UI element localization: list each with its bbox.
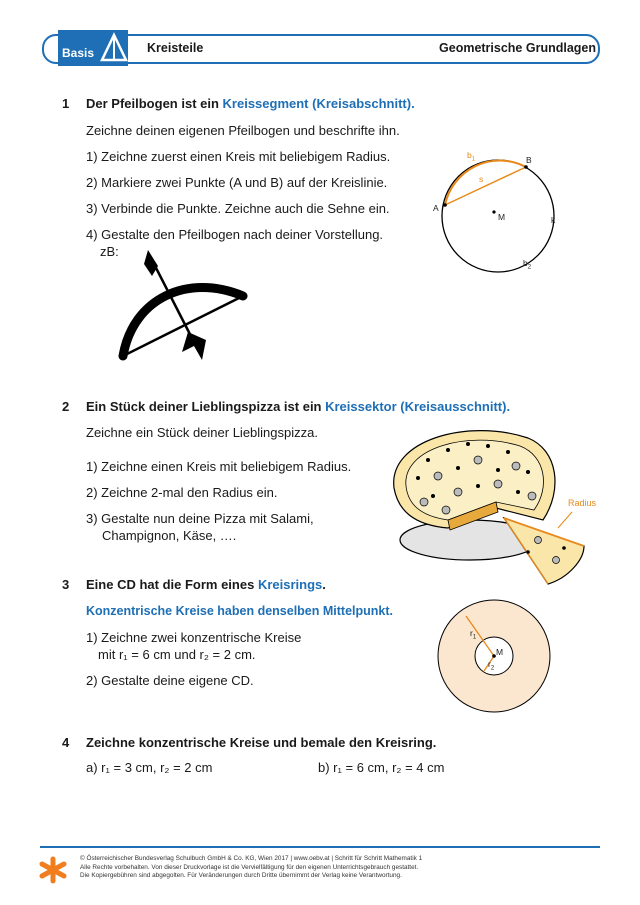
task-1-heading-text: Der Pfeilbogen ist ein [86,96,223,111]
task-number-1: 1 [62,96,70,111]
label-r1-sub: 1 [472,634,477,641]
cd-diagram [436,598,552,714]
task-1-step-4: 4) Gestalte den Pfeilbogen nach deiner Vorstellung. [86,227,384,242]
task-1-intro: Zeichne deinen eigenen Pfeilbogen und beschrifte ihn. [86,123,400,138]
task-1-heading-term: Kreissegment (Kreisabschnitt). [222,96,415,111]
task-number-4: 4 [62,735,70,750]
task-2-step-1: 1) Zeichne einen Kreis mit beliebigem Radius. [86,459,352,474]
task-1-zb: zB: [100,244,119,259]
footer-divider [40,846,600,848]
label-r2-text: r [488,659,491,669]
task-4-b: b) r₁ = 6 cm, r₂ = 4 cm [318,760,445,775]
task-3-step-1-cont: mit r₁ = 6 cm und r₂ = 2 cm. [98,647,256,662]
task-3-heading-term: Kreisrings [257,577,323,592]
publisher-star-icon [36,855,70,885]
task-3-step-2: 2) Gestalte deine eigene CD. [86,673,254,688]
task-1-heading [86,96,415,111]
task-3-heading-text: Eine CD hat die Form eines [86,577,258,592]
label-b2-text: b [523,258,528,268]
task-4-a: a) r₁ = 3 cm, r₂ = 2 cm [86,760,213,775]
task-2-step-2: 2) Zeichne 2-mal den Radius ein. [86,485,278,500]
task-2-heading-text: Ein Stück deiner Lieblingspizza ist ein [86,399,326,414]
label-b1-text: b [467,150,472,160]
bow-arrow-drawing [118,248,258,368]
triangle-logo-icon [100,32,128,64]
segment-diagram [425,145,575,275]
label-b1-sub: 1 [471,156,476,163]
pizza-drawing [388,420,598,595]
label-r2 [488,659,494,672]
footer-line-3: Die Kopiergebühren sind abgegolten. Für Veränderungen durch Dritte übernimmt der Verlag keine Verantwortung. [80,872,402,880]
task-number-3: 3 [62,577,70,592]
label-r2-sub: 2 [490,665,495,672]
task-1-step-1: 1) Zeichne zuerst einen Kreis mit beliebigem Radius. [86,149,391,164]
label-r1 [470,628,476,641]
footer-line-1: © Österreichischer Bundesverlag Schulbuch GmbH & Co. KG, Wien 2017 | www.oebv.at | Schritt für Schritt Mathematik 1 [80,855,423,862]
task-3-heading-end: . [322,577,326,592]
task-2-intro: Zeichne ein Stück deiner Lieblingspizza. [86,425,318,440]
radius-label: Radius [568,498,597,508]
label-M: M [498,212,506,222]
task-4-heading: Zeichne konzentrische Kreise und bemale den Kreisring. [86,735,437,750]
label-b1 [467,150,475,163]
label-A: A [433,203,439,213]
label-s: s [479,174,484,184]
task-3-note: Konzentrische Kreise haben denselben Mittelpunkt. [86,604,394,618]
label-b2-sub: 2 [527,264,532,271]
basis-label: Basis [62,46,95,60]
task-2-step-3-cont: Champignon, Käse, …. [102,528,237,543]
label-k: k [551,215,556,225]
header-title: Kreisteile [147,41,204,55]
label-B: B [526,155,532,165]
task-2-heading-term: Kreissektor (Kreisausschnitt). [325,399,511,414]
footer-line-2: Alle Rechte vorbehalten. Von dieser Druckvorlage ist die Vervielfältigung für den eigenen Unterrichtsgebrauch gestattet. [80,863,419,871]
task-2-step-3: 3) Gestalte nun deine Pizza mit Salami, [86,511,314,526]
label-cd-M: M [496,647,504,657]
task-1-step-2: 2) Markiere zwei Punkte (A und B) auf der Kreislinie. [86,175,388,190]
label-b2 [523,258,531,271]
task-2-heading [86,399,510,414]
task-3-step-1: 1) Zeichne zwei konzentrische Kreise [86,630,302,645]
task-3-heading [86,577,326,592]
task-1-step-3: 3) Verbinde die Punkte. Zeichne auch die Sehne ein. [86,201,390,216]
header-subject: Geometrische Grundlagen [439,41,596,55]
footer-copyright [80,855,600,881]
label-r1-text: r [470,628,473,638]
task-number-2: 2 [62,399,70,414]
